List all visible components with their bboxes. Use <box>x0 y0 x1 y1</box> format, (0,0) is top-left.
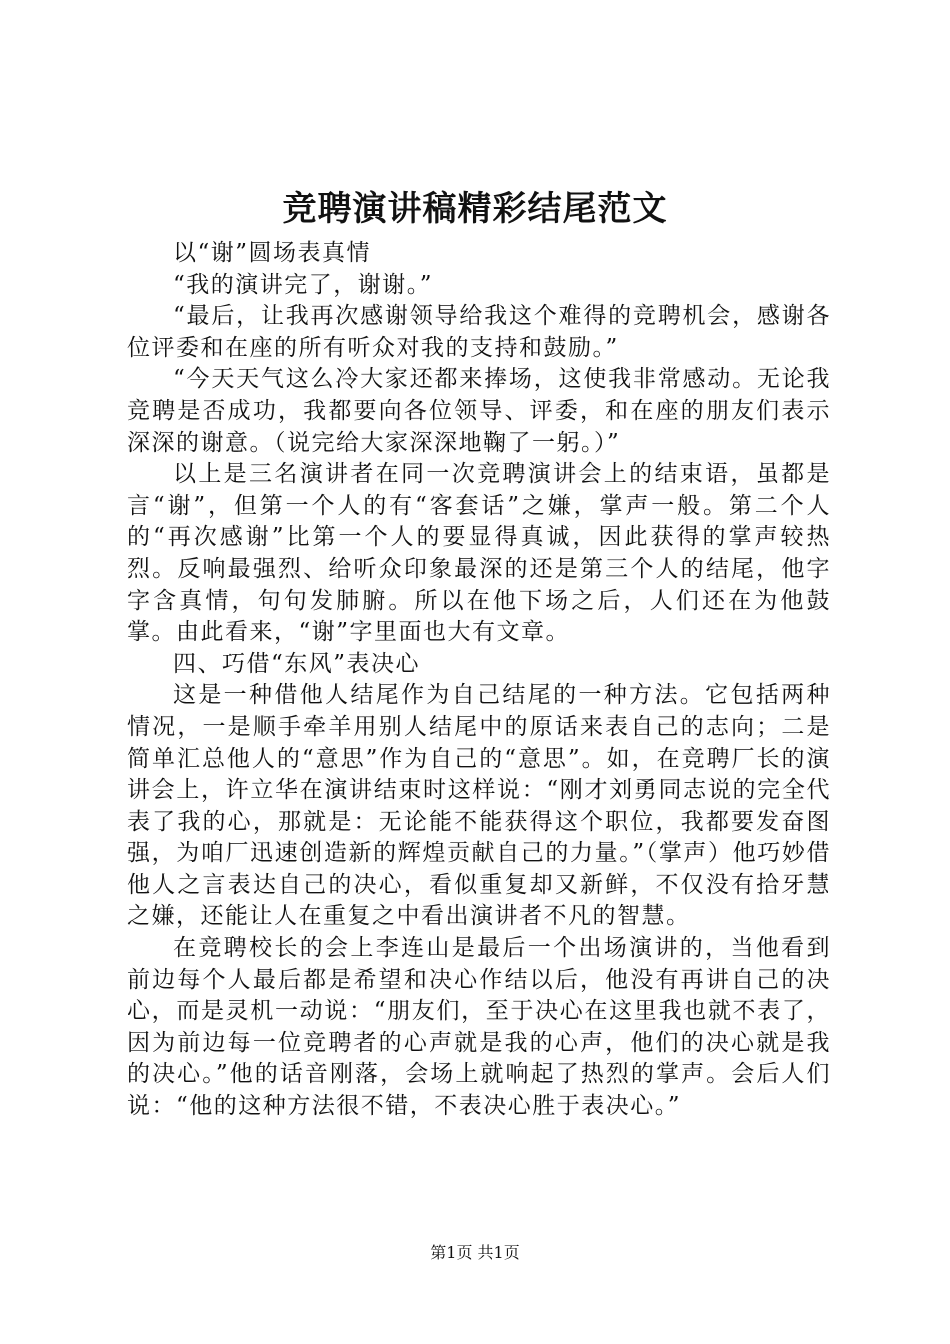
document-title: 竞聘演讲稿精彩结尾范文 <box>282 189 668 229</box>
document-body <box>127 238 831 1123</box>
page-footer: 第1页 共1页 <box>430 1243 520 1262</box>
paragraph-quote-3: “今天天气这么冷大家还都来捧场，这使我非常感动。无论我竞聘是否成功，我都要向各位领导、评委，和在座的朋友们表示深深的谢意。（说完给大家深深地鞠了一躬。）” <box>127 366 831 456</box>
paragraph-quote-2: “最后，让我再次感谢领导给我这个难得的竞聘机会，感谢各位评委和在座的所有听众对我的支持和鼓励。” <box>127 303 831 361</box>
paragraph-example: 在竞聘校长的会上李连山是最后一个出场演讲的，当他看到前边每个人最后都是希望和决心作结以后，他没有再讲自己的决心，而是灵机一动说：“朋友们，至于决心在这里我也就不表了，因为前边每一位竞聘者的心声就是我的心声，他们的决心就是我的决心。”他的话音刚落，会场上就响起了热烈的掌声。会后人们说：“他的这种方法很不错，不表决心胜于表决心。” <box>127 935 831 1120</box>
paragraph-heading-thanks: 以“谢”圆场表真情 <box>173 240 372 266</box>
paragraph-quote-1: “我的演讲完了，谢谢。” <box>173 271 434 298</box>
paragraph-heading-section-4: 四、巧借“东风”表决心 <box>173 650 421 677</box>
paragraph-method: 这是一种借他人结尾作为自己结尾的一种方法。它包括两种情况，一是顺手牵羊用别人结尾中的原话来表自己的志向；二是简单汇总他人的“意思”作为自己的“意思”。如，在竞聘厂长的演讲会上，许立华在演讲结束时这样说：“刚才刘勇同志说的完全代表了我的心，那就是：无论能不能获得这个职位，我都要发奋图强，为咱厂迅速创造新的辉煌贡献自己的力量。”（掌声）他巧妙借他人之言表达自己的决心，看似重复却又新鲜，不仅没有拾牙慧之嫌，还能让人在重复之中看出演讲者不凡的智慧。 <box>127 682 831 930</box>
paragraph-analysis: 以上是三名演讲者在同一次竞聘演讲会上的结束语，虽都是言“谢”，但第一个人的有“客套话”之嫌，掌声一般。第二个人的“再次感谢”比第一个人的要显得真诚，因此获得的掌声较热烈。反响最强烈、给听众印象最深的还是第三个人的结尾，他字字含真情，句句发肺腑。所以在他下场之后，人们还在为他鼓掌。由此看来，“谢”字里面也大有文章。 <box>127 461 831 646</box>
